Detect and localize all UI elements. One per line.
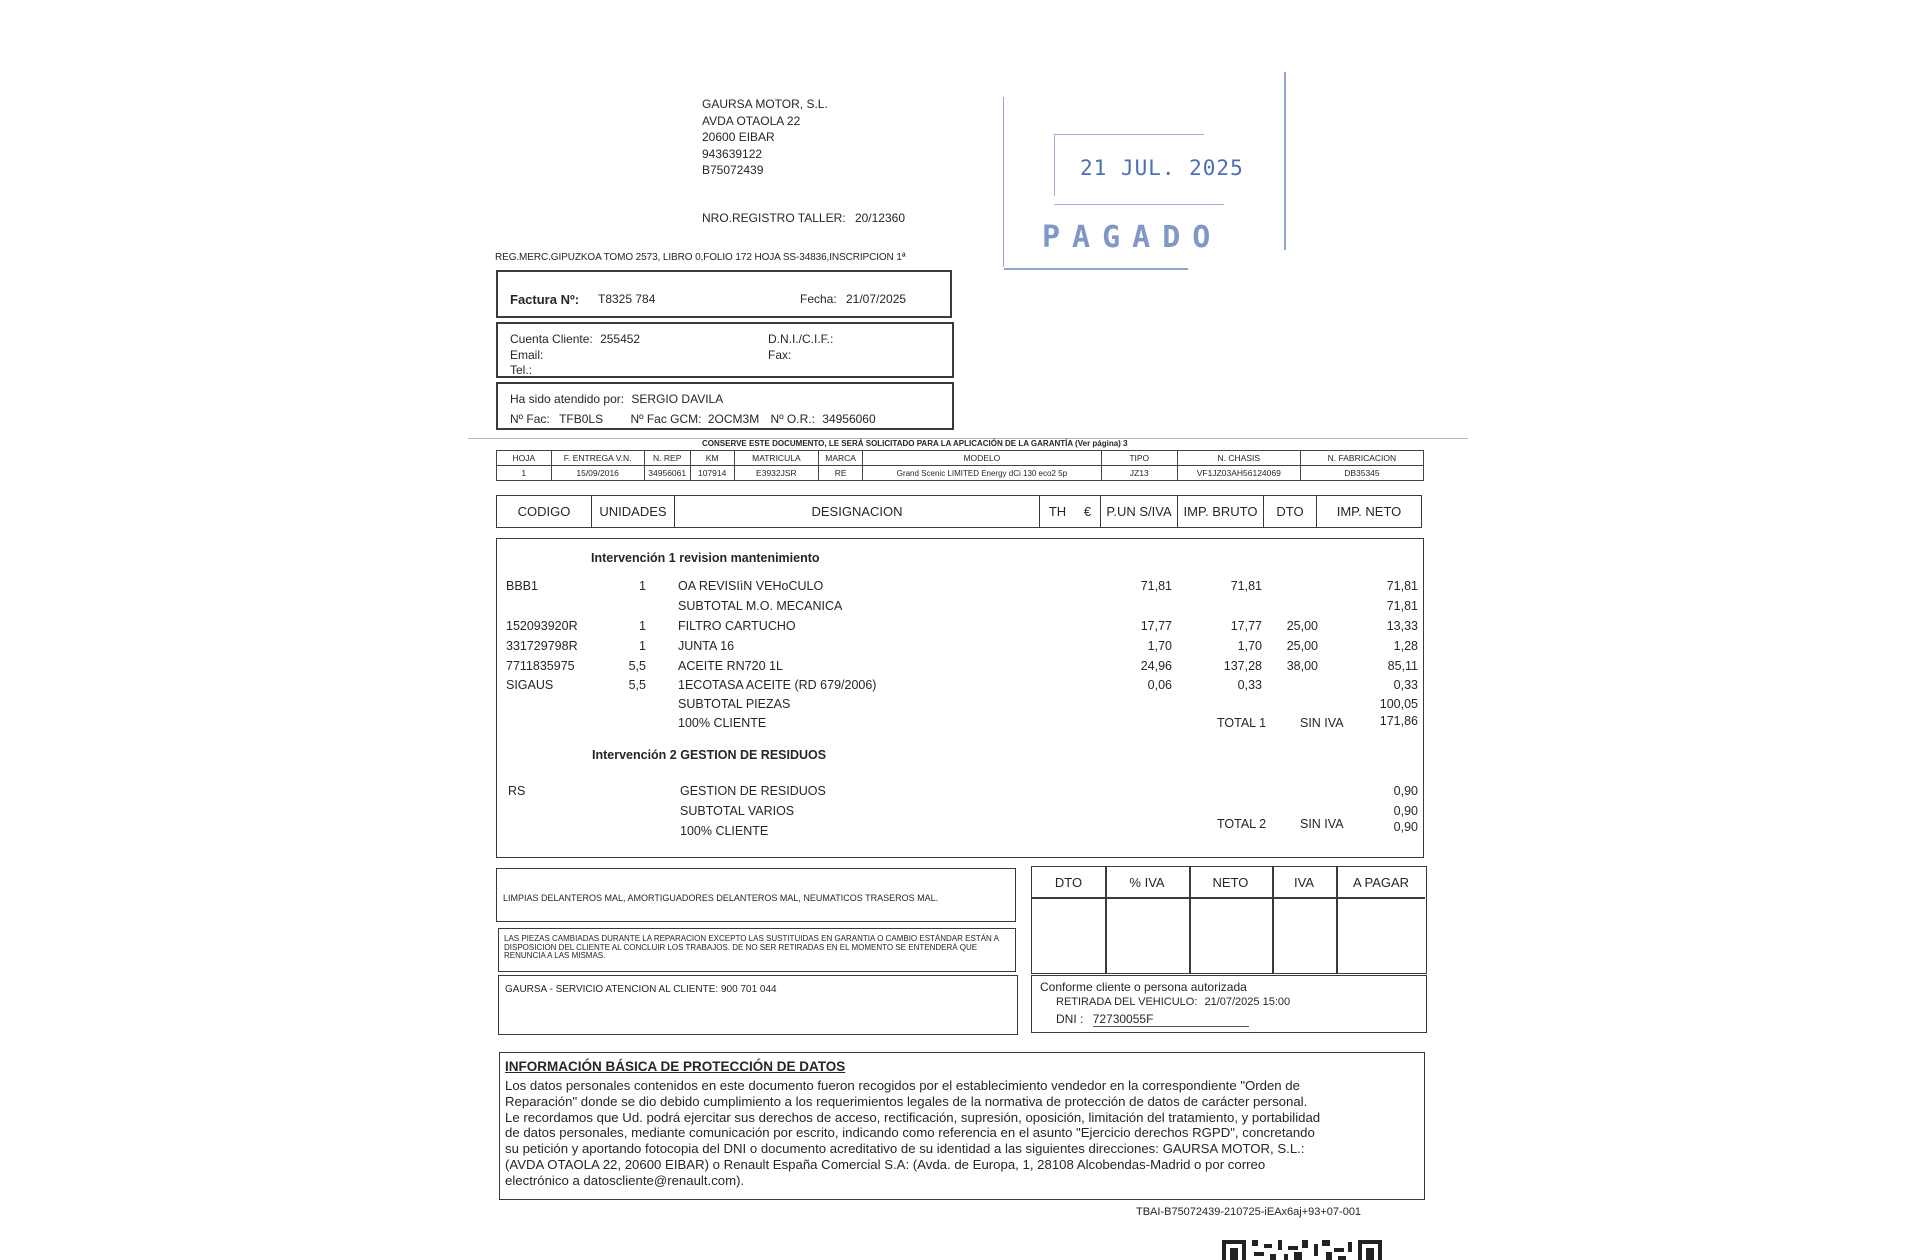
stamp-date: 21 JUL. 2025 <box>1080 156 1244 180</box>
line-unit-price: 24,96 <box>1140 659 1172 673</box>
line-gross: 0,33 <box>1237 678 1262 692</box>
line-units: 5,5 <box>628 659 646 673</box>
line-designation: JUNTA 16 <box>678 639 735 653</box>
line-units: 5,5 <box>628 678 646 692</box>
line-gross: 17,77 <box>1230 619 1262 633</box>
total-2-siniva: SIN IVA <box>1300 817 1344 831</box>
lines-box <box>496 538 1424 858</box>
total-1-siniva: SIN IVA <box>1300 716 1344 730</box>
email-label: Email: <box>510 347 544 362</box>
attended-name: SERGIO DAVILA <box>631 392 724 406</box>
total-1-label: TOTAL 1 <box>1217 716 1267 730</box>
line-designation: GESTION DE RESIDUOS <box>680 784 826 798</box>
line-units: 1 <box>639 619 646 633</box>
or-value: 34956060 <box>822 412 876 426</box>
line-net: 0,90 <box>1393 820 1418 834</box>
vehicle-value-row <box>497 466 1424 481</box>
totals-neto: NETO <box>1212 874 1249 890</box>
fax-label: Fax: <box>768 347 792 362</box>
client-box <box>496 322 954 378</box>
privacy-line: Los datos personales contenidos en este documento fueron recogidos por el establecimiento vendedor en la correspondiente "Orden de <box>505 1078 1300 1093</box>
vehicle-value: Grand Scenic LIMITED Energy dCi 130 eco2 5p <box>863 466 1102 481</box>
line-gross: 137,28 <box>1223 659 1262 673</box>
line-net: 13,33 <box>1386 619 1418 633</box>
line-unit-price: 71,81 <box>1140 579 1172 593</box>
client-left <box>510 332 640 379</box>
line-unit-price: 0,06 <box>1147 678 1172 692</box>
vehicle-value: VF1JZ03AH56124069 <box>1177 466 1300 481</box>
fecha-label: Fecha: <box>800 292 837 306</box>
line-net: 171,86 <box>1379 714 1418 728</box>
company-city: 20600 EIBAR <box>702 130 775 144</box>
line-designation: OA REVISIìN VEHoCULO <box>678 579 824 593</box>
observations-text: LIMPIAS DELANTEROS MAL, AMORTIGUADORES DELANTEROS MAL, NEUMATICOS TRASEROS MAL. <box>503 893 939 903</box>
line-designation: SUBTOTAL M.O. MECANICA <box>678 599 843 613</box>
factura-label: Factura Nº: <box>510 292 580 307</box>
cuenta-cliente <box>510 332 640 348</box>
company-block <box>702 96 828 179</box>
line-net: 71,81 <box>1386 599 1418 613</box>
line-net: 0,90 <box>1393 804 1418 818</box>
company-name: GAURSA MOTOR, S.L. <box>702 97 828 111</box>
col-bruto: IMP. BRUTO <box>1177 495 1264 528</box>
reg-merc: REG.MERC.GIPUZKOA TOMO 2573, LIBRO 0,FOLIO 172 HOJA SS-34836,INSCRIPCION 1ª <box>495 252 906 263</box>
col-euro: € <box>1083 504 1092 519</box>
vehicle-header: MARCA <box>819 451 863 466</box>
intervention-2-title: Intervención 2 GESTION DE RESIDUOS <box>592 748 827 762</box>
privacy-box <box>499 1052 1425 1200</box>
registro-label: NRO.REGISTRO TALLER: <box>702 211 846 225</box>
line-net: 85,11 <box>1387 659 1418 673</box>
col-neto: IMP. NETO <box>1316 495 1422 528</box>
privacy-text <box>505 1078 1320 1189</box>
attended-box <box>496 382 954 430</box>
registro-value: 20/12360 <box>854 211 905 225</box>
nfac-label: Nº Fac: <box>510 412 550 426</box>
line-code: 152093920R <box>506 619 578 633</box>
line-net: 71,81 <box>1386 579 1418 593</box>
vehicle-header: N. CHASIS <box>1177 451 1300 466</box>
paid-stamp <box>1000 72 1288 270</box>
privacy-title: INFORMACIÓN BÁSICA DE PROTECCIÓN DE DATOS <box>505 1059 846 1074</box>
vehicle-value: 34956061 <box>644 466 690 481</box>
vehicle-header: TIPO <box>1101 451 1177 466</box>
vehicle-value: 107914 <box>690 466 734 481</box>
totals-a-pagar: A PAGAR <box>1352 874 1410 890</box>
observations-box <box>496 868 1016 922</box>
vehicle-value: JZ13 <box>1101 466 1177 481</box>
client-right <box>768 332 833 363</box>
line-code: SIGAUS <box>506 678 554 692</box>
dni-label: D.N.I./C.I.F.: <box>768 332 834 346</box>
attended-line <box>510 392 723 406</box>
service-text: GAURSA - SERVICIO ATENCION AL CLIENTE: 900 701 044 <box>505 984 777 995</box>
line-designation: 1ECOTASA ACEITE (RD 679/2006) <box>678 678 877 692</box>
totals-box <box>1031 866 1427 974</box>
company-address: AVDA OTAOLA 22 <box>702 113 801 128</box>
cuenta-label: Cuenta Cliente: <box>510 332 593 346</box>
totals-iva: IVA <box>1294 874 1314 890</box>
company-phone: 943639122 <box>702 146 763 161</box>
divider <box>1032 897 1425 899</box>
line-code: BBB1 <box>506 579 538 593</box>
privacy-line: electrónico a datoscliente@renault.com). <box>505 1172 745 1188</box>
privacy-line: (AVDA OTAOLA 22, 20600 EIBAR) o Renault España Comercial S.A: (Avda. de Europa, 1, 28108 Alcobendas-Madrid o por correo <box>505 1156 1266 1172</box>
col-unidades: UNIDADES <box>591 495 675 528</box>
line-code: 7711835975 <box>506 659 575 673</box>
col-th: TH <box>1048 504 1067 519</box>
retirada-line <box>1056 996 1290 1008</box>
line-code: RS <box>508 784 526 798</box>
vehicle-header: N. FABRICACION <box>1300 451 1423 466</box>
company-cif: B75072439 <box>702 163 764 177</box>
line-designation: SUBTOTAL PIEZAS <box>678 697 791 711</box>
vehicle-value: 1 <box>497 466 552 481</box>
signature-dni-label: DNI : <box>1056 1012 1084 1026</box>
line-units: 1 <box>639 579 646 593</box>
retirada-value: 21/07/2025 15:00 <box>1204 996 1291 1008</box>
stamp-text: PAGADO <box>1042 220 1223 255</box>
attended-label: Ha sido atendido por: <box>510 392 625 406</box>
line-gross: 71,81 <box>1230 579 1262 593</box>
cuenta-value: 255452 <box>600 332 641 346</box>
vehicle-value: E3932JSR <box>734 466 819 481</box>
col-codigo: CODIGO <box>496 495 592 528</box>
vehicle-header: MODELO <box>863 451 1102 466</box>
vehicle-value: DB35345 <box>1300 466 1423 481</box>
line-discount: 38,00 <box>1286 659 1318 673</box>
signature-dni-value: 72730055F <box>1093 1012 1250 1027</box>
registro-taller <box>702 211 905 225</box>
privacy-line: de datos personales, mediante comunicación por escrito, indicando como referencia en el asunto "Ejercicio derechos RGPD", concretando <box>505 1125 1315 1141</box>
line-discount: 25,00 <box>1286 619 1318 633</box>
line-units: 1 <box>639 639 646 653</box>
gcm-value: 2OCM3M <box>707 412 760 426</box>
or-label: Nº O.R.: <box>770 412 815 426</box>
parts-notice-box <box>498 928 1016 972</box>
line-unit-price: 1,70 <box>1147 639 1172 653</box>
vehicle-value: 15/09/2016 <box>551 466 644 481</box>
parts-notice-text: LAS PIEZAS CAMBIADAS DURANTE LA REPARACION EXCEPTO LAS SUSTITUIDAS EN GARANTIA O CAMBIO ESTÁNDAR ESTÁN A DISPOSICION DEL CLIENTE AL CONCLUIR LOS TRABAJOS. DE NO SER RETIRADAS EN EL MOMENTO SE ENTENDERÁ QUE RENUNCIA A LAS MISMAS. <box>504 934 999 960</box>
privacy-line: su petición y aportando fotocopia del DNI o documento acreditativo de su identidad a las siguientes direcciones: GAURSA MOTOR, S.L.: <box>505 1141 1305 1157</box>
vehicle-header: F. ENTREGA V.N. <box>551 451 644 466</box>
conforme-text: Conforme cliente o persona autorizada <box>1040 980 1247 994</box>
stamp-border <box>1054 134 1204 135</box>
vehicle-table <box>496 450 1424 481</box>
vehicle-header: MATRICULA <box>734 451 819 466</box>
privacy-line: Le recordamos que Ud. podrá ejercitar sus derechos de acceso, rectificación, supresión, oposición, limitación del tratamiento, y portabilidad <box>505 1109 1321 1125</box>
vehicle-header: N. REP <box>644 451 690 466</box>
nfac-value: TFB0LS <box>559 412 604 426</box>
col-designacion: DESIGNACION <box>674 495 1040 528</box>
line-net: 0,33 <box>1393 678 1418 692</box>
line-designation: FILTRO CARTUCHO <box>678 619 796 633</box>
signature-box <box>1031 975 1427 1033</box>
retirada-label: RETIRADA DEL VEHICULO: <box>1056 996 1198 1008</box>
stamp-border <box>1004 268 1188 270</box>
intervention-1-title: Intervención 1 revision mantenimiento <box>591 551 820 565</box>
line-gross: 1,70 <box>1237 639 1262 653</box>
factura-number: T8325 784 <box>598 292 656 306</box>
guarantee-note: CONSERVE ESTE DOCUMENTO, LE SERÁ SOLICITADO PARA LA APLICACIÓN DE LA GARANTÍA (Ver página) 3 <box>702 439 1128 448</box>
stamp-border <box>1054 204 1224 205</box>
line-unit-price: 17,77 <box>1140 619 1172 633</box>
line-discount: 25,00 <box>1286 639 1318 653</box>
tel-label: Tel.: <box>510 363 533 377</box>
fecha-value: 21/07/2025 <box>846 292 907 306</box>
line-code: 331729798R <box>506 639 578 653</box>
vehicle-header: HOJA <box>497 451 552 466</box>
line-designation: ACEITE RN720 1L <box>678 659 783 673</box>
line-designation: 100% CLIENTE <box>678 716 767 730</box>
totals-pct-iva: % IVA <box>1129 874 1165 890</box>
stamp-border <box>1003 97 1004 267</box>
line-designation: 100% CLIENTE <box>680 824 769 838</box>
line-designation: SUBTOTAL VARIOS <box>680 804 795 818</box>
stamp-border <box>1054 134 1055 196</box>
vehicle-header-row <box>497 451 1424 466</box>
dni-line <box>1056 1012 1249 1026</box>
service-box <box>498 975 1018 1035</box>
col-th-euro <box>1039 495 1101 528</box>
tbai-code: TBAI-B75072439-210725-iEAx6aj+93+07-001 <box>1136 1206 1362 1218</box>
totals-dto: DTO <box>1054 874 1083 890</box>
vehicle-value: RE <box>819 466 863 481</box>
col-pun: P.UN S/IVA <box>1100 495 1178 528</box>
gcm-label: Nº Fac GCM: <box>630 412 702 426</box>
line-net: 0,90 <box>1393 784 1418 798</box>
line-net: 1,28 <box>1393 639 1418 653</box>
total-2-label: TOTAL 2 <box>1217 817 1267 831</box>
line-net: 100,05 <box>1379 697 1418 711</box>
invoice-box <box>496 270 952 318</box>
vehicle-header: KM <box>690 451 734 466</box>
privacy-line: Reparación" donde se dio debido cumplimiento a los requerimientos legales de la normativa de protección de datos de carácter personal. <box>505 1093 1308 1109</box>
fac-line <box>510 412 876 426</box>
stamp-border <box>1284 72 1286 250</box>
col-dto: DTO <box>1263 495 1317 528</box>
qr-code <box>1222 1240 1382 1260</box>
